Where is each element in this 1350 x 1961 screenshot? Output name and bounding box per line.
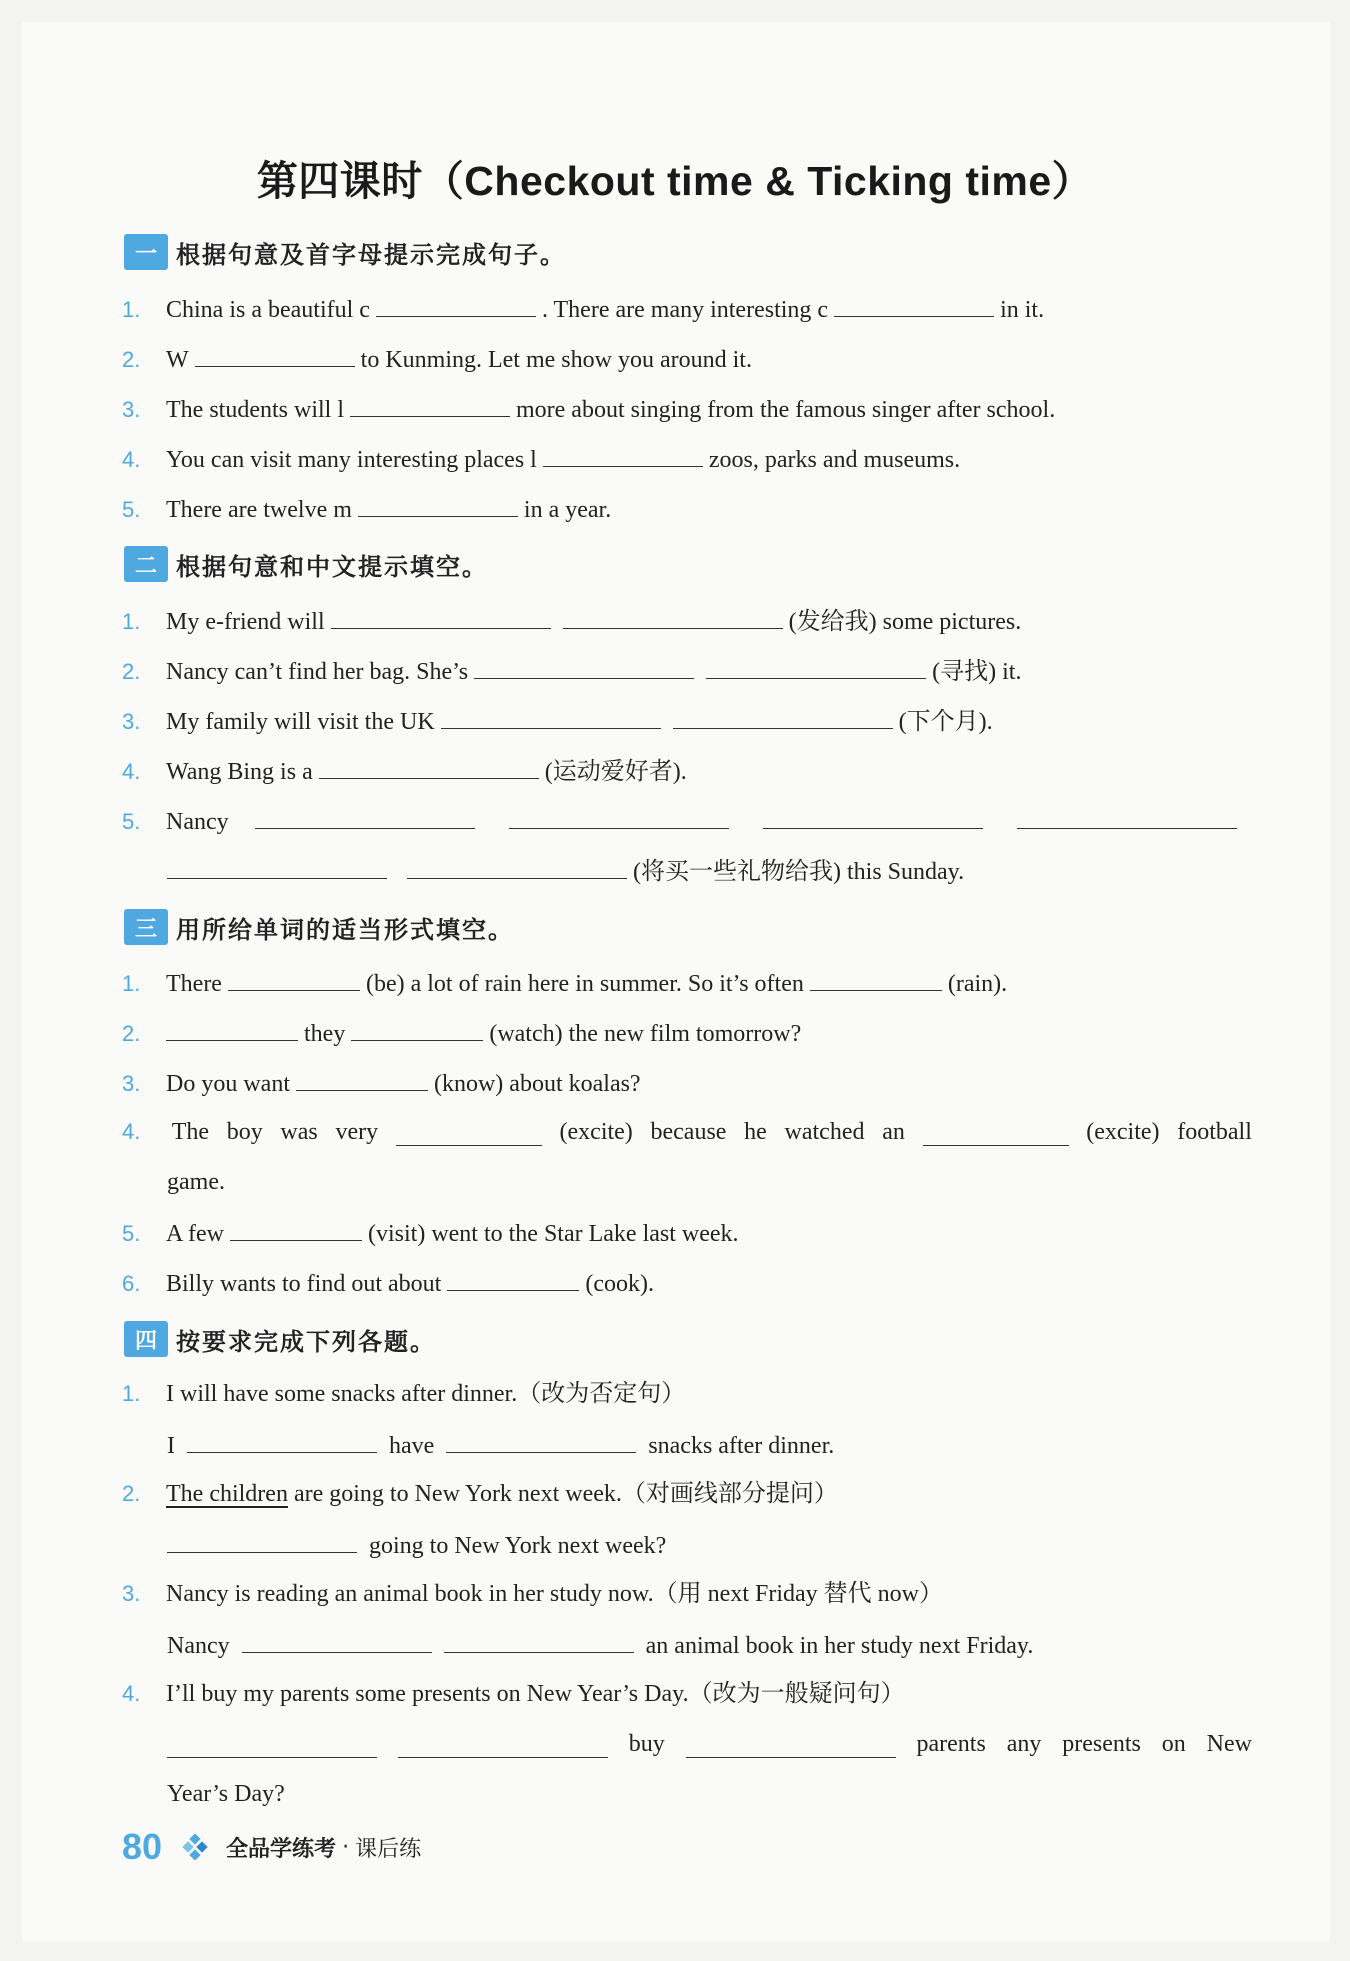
answer-blank[interactable]	[563, 602, 783, 629]
answer-blank[interactable]	[167, 1731, 377, 1758]
answer-blank[interactable]	[810, 964, 942, 991]
question-2-1: 1. My e-friend will (发给我) some pictures.	[122, 602, 1252, 638]
question-number: 5.	[122, 809, 141, 834]
answer-blank[interactable]	[358, 490, 518, 517]
question-number: 4.	[122, 1681, 141, 1706]
answer-blank[interactable]	[923, 1119, 1069, 1146]
question-number: 4.	[122, 447, 141, 472]
answer-blank[interactable]	[230, 1214, 362, 1241]
answer-blank[interactable]	[706, 652, 926, 679]
question-4-2-answer: going to New York next week?	[167, 1526, 1252, 1562]
section-title: 根据句意和中文提示填空。	[176, 552, 488, 581]
question-2-2: 2. Nancy can’t find her bag. She’s (寻找) it.	[122, 652, 1252, 688]
question-number: 2.	[122, 659, 141, 684]
answer-blank[interactable]	[350, 390, 510, 417]
question-1-5: 5. There are twelve m in a year.	[122, 490, 1252, 526]
question-number: 2.	[122, 1021, 141, 1046]
section-1-header	[124, 233, 566, 271]
answer-blank[interactable]	[255, 802, 475, 829]
question-3-3: 3. Do you want (know) about koalas?	[122, 1064, 1252, 1100]
question-3-1: 1. There (be) a lot of rain here in summer. So it’s often (rain).	[122, 964, 1252, 1000]
section-badge: 一	[124, 234, 168, 270]
answer-blank[interactable]	[398, 1731, 608, 1758]
answer-blank[interactable]	[686, 1731, 896, 1758]
answer-blank[interactable]	[167, 852, 387, 879]
answer-blank[interactable]	[242, 1626, 432, 1653]
question-number: 1.	[122, 1381, 141, 1406]
question-number: 4.	[122, 1119, 141, 1144]
question-2-4: 4. Wang Bing is a (运动爱好者).	[122, 752, 1252, 788]
question-1-1: 1. China is a beautiful c . There are many interesting c in it.	[122, 290, 1252, 326]
question-number: 1.	[122, 297, 141, 322]
answer-blank[interactable]	[543, 440, 703, 467]
page-footer	[122, 1826, 421, 1868]
answer-blank[interactable]	[834, 290, 994, 317]
answer-blank[interactable]	[763, 802, 983, 829]
answer-blank[interactable]	[509, 802, 729, 829]
footer-dot: ·	[342, 1834, 350, 1860]
question-number: 5.	[122, 497, 141, 522]
answer-blank[interactable]	[351, 1014, 483, 1041]
answer-blank[interactable]	[228, 964, 360, 991]
question-2-3: 3. My family will visit the UK (下个月).	[122, 702, 1252, 738]
page-number: 80	[122, 1826, 163, 1867]
question-4-4-answer-continued: Year’s Day?	[167, 1781, 285, 1807]
diamond-logo-icon	[182, 1834, 208, 1860]
answer-blank[interactable]	[407, 852, 627, 879]
question-4-4: 4. I’ll buy my parents some presents on New Year’s Day.（改为一般疑问句）	[122, 1676, 1252, 1712]
question-3-5: 5. A few (visit) went to the Star Lake last week.	[122, 1214, 1252, 1250]
answer-blank[interactable]	[331, 602, 551, 629]
footer-subtitle: 课后练	[355, 1836, 422, 1862]
question-number: 4.	[122, 759, 141, 784]
answer-blank[interactable]	[319, 752, 539, 779]
brand-name: 全品学练考	[226, 1836, 337, 1862]
question-number: 2.	[122, 1481, 141, 1506]
page-title: 第四课时（Checkout time & Ticking time）	[256, 158, 1094, 204]
section-badge: 二	[124, 546, 168, 582]
question-3-2: 2. they (watch) the new film tomorrow?	[122, 1014, 1252, 1050]
answer-blank[interactable]	[1017, 802, 1237, 829]
section-title: 根据句意及首字母提示完成句子。	[176, 240, 566, 269]
section-3-header	[124, 908, 514, 946]
answer-blank[interactable]	[166, 1014, 298, 1041]
question-number: 1.	[122, 609, 141, 634]
question-4-1: 1. I will have some snacks after dinner.（改为否定句）	[122, 1376, 1252, 1412]
question-number: 6.	[122, 1271, 141, 1296]
underlined-phrase: The children	[166, 1481, 288, 1507]
answer-blank[interactable]	[673, 702, 893, 729]
section-4-header	[124, 1320, 436, 1358]
question-number: 3.	[122, 397, 141, 422]
question-3-4: 4. The boy was very (excite) because he watched an (excite) football	[122, 1114, 1252, 1150]
answer-blank[interactable]	[441, 702, 661, 729]
answer-blank[interactable]	[446, 1426, 636, 1453]
question-4-4-answer: buy parents any presents on New	[167, 1726, 1252, 1762]
section-title: 按要求完成下列各题。	[176, 1327, 436, 1356]
question-4-3-answer: Nancy an animal book in her study next Friday.	[167, 1626, 1252, 1662]
section-badge: 三	[124, 909, 168, 945]
question-number: 3.	[122, 709, 141, 734]
question-number: 2.	[122, 347, 141, 372]
question-4-1-answer: I have snacks after dinner.	[167, 1426, 1252, 1462]
answer-blank[interactable]	[396, 1119, 542, 1146]
question-3-6: 6. Billy wants to find out about (cook).	[122, 1264, 1252, 1300]
question-number: 3.	[122, 1581, 141, 1606]
question-number: 5.	[122, 1221, 141, 1246]
section-badge: 四	[124, 1321, 168, 1357]
question-1-3: 3. The students will l more about singing from the famous singer after school.	[122, 390, 1252, 426]
question-4-3: 3. Nancy is reading an animal book in her study now.（用 next Friday 替代 now）	[122, 1576, 1252, 1612]
answer-blank[interactable]	[474, 652, 694, 679]
answer-blank[interactable]	[444, 1626, 634, 1653]
question-number: 3.	[122, 1071, 141, 1096]
question-1-4: 4. You can visit many interesting places l zoos, parks and museums.	[122, 440, 1252, 476]
question-2-5-continued: (将买一些礼物给我) this Sunday.	[167, 852, 1252, 888]
answer-blank[interactable]	[447, 1264, 579, 1291]
section-2-header	[124, 545, 488, 583]
answer-blank[interactable]	[296, 1064, 428, 1091]
question-1-2: 2. W to Kunming. Let me show you around it.	[122, 340, 1252, 376]
answer-blank[interactable]	[195, 340, 355, 367]
answer-blank[interactable]	[167, 1526, 357, 1553]
answer-blank[interactable]	[376, 290, 536, 317]
question-4-2: 2. The children are going to New York next week.（对画线部分提问）	[122, 1476, 1252, 1512]
question-2-5: 5. Nancy	[122, 802, 1252, 838]
answer-blank[interactable]	[187, 1426, 377, 1453]
question-3-4-continued: game.	[167, 1169, 225, 1195]
section-title: 用所给单词的适当形式填空。	[176, 915, 514, 944]
question-number: 1.	[122, 971, 141, 996]
